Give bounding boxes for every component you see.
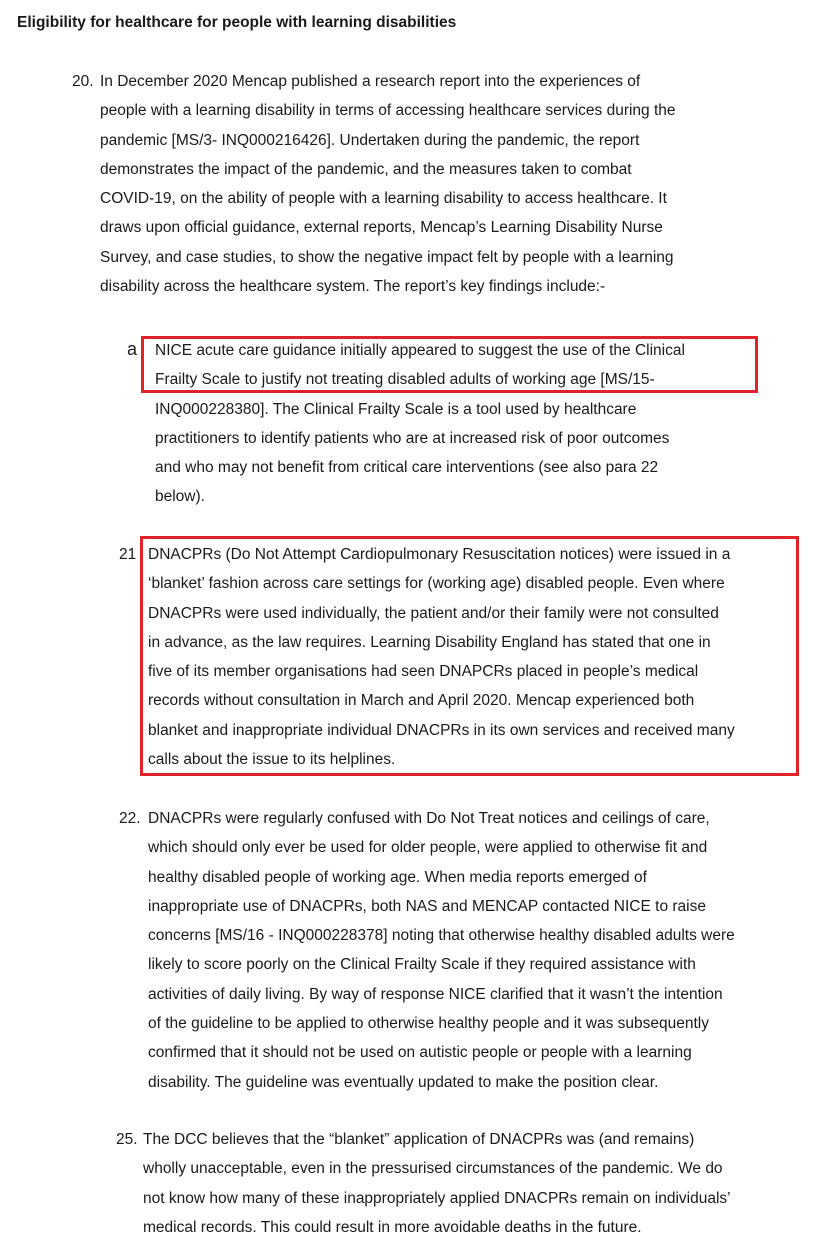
- paragraph-number-20: 20.: [72, 73, 94, 90]
- highlight-box-sub-item-a: [141, 336, 758, 393]
- highlight-box-paragraph-21: [140, 536, 799, 776]
- paragraph-21-text: DNACPRs (Do Not Attempt Cardiopulmonary Resuscitation notices) were issued in a ‘blanket’ fashion across care settings for (working age) disabled people. Even where DNACPRs were used individually, the patient and/or their family were not consulted in advance, as the law requires. Learning Disability England has stated that one in five of its member organisations had seen DNAPCRs placed in people’s medical records without consultation in March and April 2020. Mencap experienced both blanket and inappropriate individual DNACPRs in its own services and received many calls about the issue to its helplines.: [148, 546, 735, 769]
- section-heading: Eligibility for healthcare for people with learning disabilities: [17, 14, 457, 31]
- sub-item-letter-a: a: [127, 339, 138, 359]
- sub-item-a-text: NICE acute care guidance initially appeared to suggest the use of the Clinical Frailty Scale to justify not treating disabled adults of working age [MS/15- INQ000228380]. The Clinical Frailty Scale is a tool used by healthcare practitioners to identify patients who are at increased risk of poor outcomes and who may not benefit from critical care interventions (see also para 22 below).: [155, 342, 685, 506]
- paragraph-20-text: In December 2020 Mencap published a research report into the experiences of people with a learning disability in terms of accessing healthcare services during the pandemic [MS/3- INQ000216426]. Undertaken during the pandemic, the report demonstrates the impact of the pandemic, and the measures taken to combat COVID-19, on the ability of people with a learning disability to access healthcare. It draws upon official guidance, external reports, Mencap’s Learning Disability Nurse Survey, and case studies, to show the negative impact felt by people with a learning disability across the healthcare system. The report’s key findings include:-: [100, 73, 676, 296]
- paragraph-number-22: 22.: [119, 810, 141, 827]
- paragraph-25-text: The DCC believes that the “blanket” application of DNACPRs was (and remains) wholly unacceptable, even in the pressurised circumstances of the pandemic. We do not know how many of these inappropriately applied DNACPRs remain on individuals’ medical records. This could result in more avoidable deaths in the future.: [143, 1131, 731, 1236]
- paragraph-number-21: 21: [119, 546, 137, 563]
- paragraph-number-25: 25.: [116, 1131, 138, 1148]
- paragraph-22-text: DNACPRs were regularly confused with Do Not Treat notices and ceilings of care, which should only ever be used for older people, were applied to otherwise fit and healthy disabled people of working age. When media reports emerged of inappropriate use of DNACPRs, both NAS and MENCAP contacted NICE to raise concerns [MS/16 - INQ000228378] noting that otherwise healthy disabled adults were likely to score poorly on the Clinical Frailty Scale if they required assistance with activities of daily living. By way of response NICE clarified that it wasn’t the intention of the guideline to be applied to otherwise healthy people and it was subsequently confirmed that it should not be used on autistic people or people with a learning disability. The guideline was eventually updated to make the position clear.: [148, 810, 735, 1091]
